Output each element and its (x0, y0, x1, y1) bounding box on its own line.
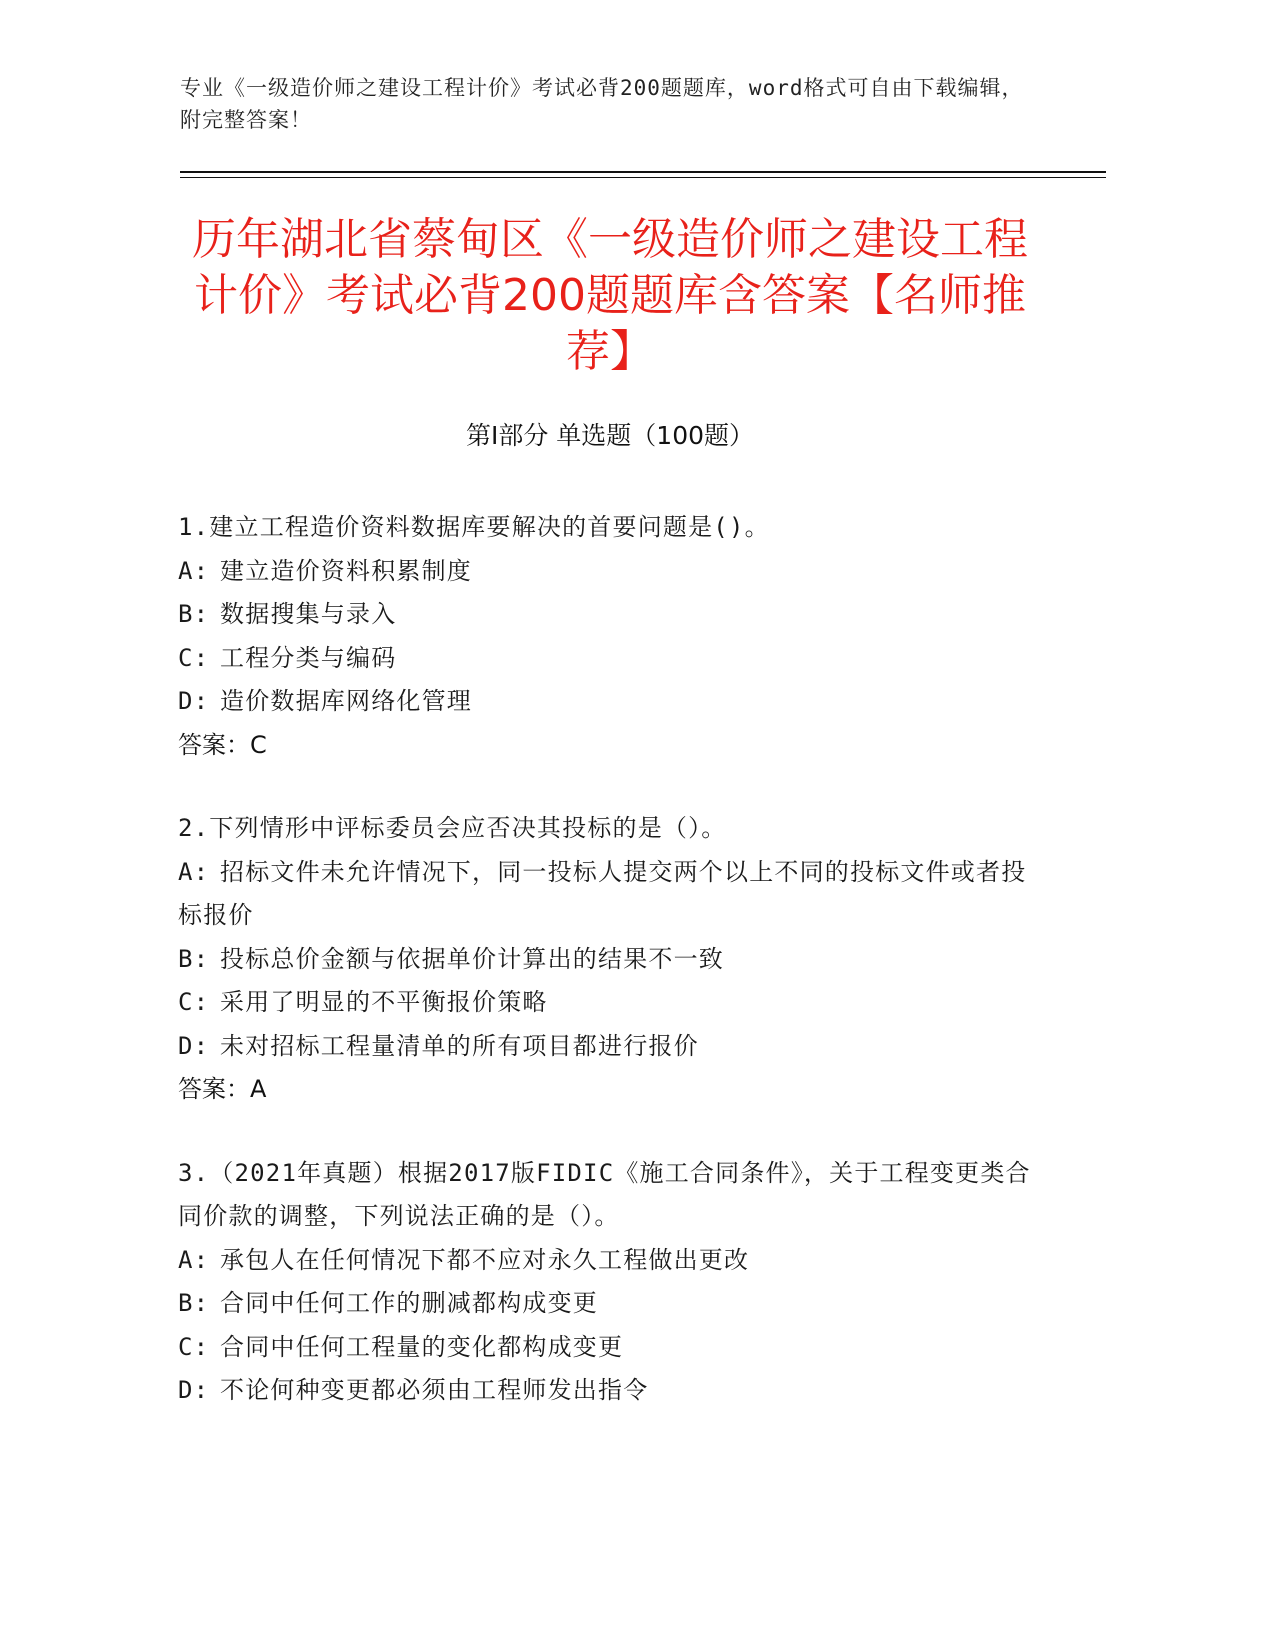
option-c (178, 1326, 1038, 1370)
option-text: 造价数据库网络化管理 (220, 687, 472, 715)
option-text: 工程分类与编码 (220, 643, 397, 672)
option-text: 建立造价资料积累制度 (220, 556, 472, 585)
option-b (178, 593, 1038, 637)
document-title: 历年湖北省蔡甸区《一级造价师之建设工程计价》考试必背200题题库含答案【名师推荐】 (192, 214, 1028, 377)
option-key: A: (178, 556, 210, 585)
option-key: B: (178, 1289, 210, 1317)
option-key: D: (178, 1376, 210, 1404)
header-rule-thin (180, 177, 1106, 178)
option-text: 不论何种变更都必须由工程师发出指令 (220, 1376, 649, 1404)
question-stem: 2.下列情形中评标委员会应否决其投标的是（）。 (178, 814, 727, 842)
option-key: B: (178, 944, 210, 973)
option-text: 合同中任何工作的删减都构成变更 (220, 1289, 598, 1317)
question-list (178, 506, 1038, 1453)
option-key: D: (178, 687, 210, 715)
question-2 (178, 807, 1038, 1112)
option-text: 招标文件未允许情况下，同一投标人提交两个以上不同的投标文件或者投标报价 (178, 857, 1027, 929)
option-b (178, 938, 1038, 982)
option-a (178, 550, 1038, 594)
option-d (178, 680, 1038, 724)
option-key: C: (178, 1332, 210, 1361)
option-c (178, 981, 1038, 1025)
option-d (178, 1025, 1038, 1069)
option-b (178, 1282, 1038, 1326)
question-1 (178, 506, 1038, 767)
option-key: D: (178, 1031, 210, 1060)
answer-line: 答案：C (178, 730, 267, 759)
option-key: A: (178, 857, 210, 886)
option-key: C: (178, 988, 210, 1016)
option-key: A: (178, 1245, 210, 1274)
question-stem: 1.建立工程造价资料数据库要解决的首要问题是()。 (178, 513, 770, 541)
option-text: 合同中任何工程量的变化都构成变更 (220, 1332, 624, 1361)
section-title: 第Ⅰ部分 单选题（100题） (465, 421, 755, 450)
option-key: B: (178, 600, 210, 628)
question-3 (178, 1152, 1038, 1413)
header-rule-thick (180, 171, 1106, 173)
option-d (178, 1369, 1038, 1413)
option-text: 数据搜集与录入 (220, 600, 397, 628)
question-stem: 3.（2021年真题）根据2017版FIDIC《施工合同条件》，关于工程变更类合同价款的调整，下列说法正确的是（）。 (178, 1158, 1031, 1230)
option-text: 承包人在任何情况下都不应对永久工程做出更改 (220, 1245, 750, 1274)
option-a (178, 851, 1038, 938)
header-note: 专业《一级造价师之建设工程计价》考试必背200题题库，word格式可自由下载编辑，附完整答案！ (180, 76, 1024, 132)
option-text: 投标总价金额与依据单价计算出的结果不一致 (220, 944, 724, 973)
answer-line: 答案：A (178, 1075, 267, 1103)
option-text: 未对招标工程量清单的所有项目都进行报价 (220, 1031, 699, 1060)
option-a (178, 1239, 1038, 1283)
option-key: C: (178, 643, 210, 672)
option-c (178, 637, 1038, 681)
option-text: 采用了明显的不平衡报价策略 (220, 988, 548, 1016)
